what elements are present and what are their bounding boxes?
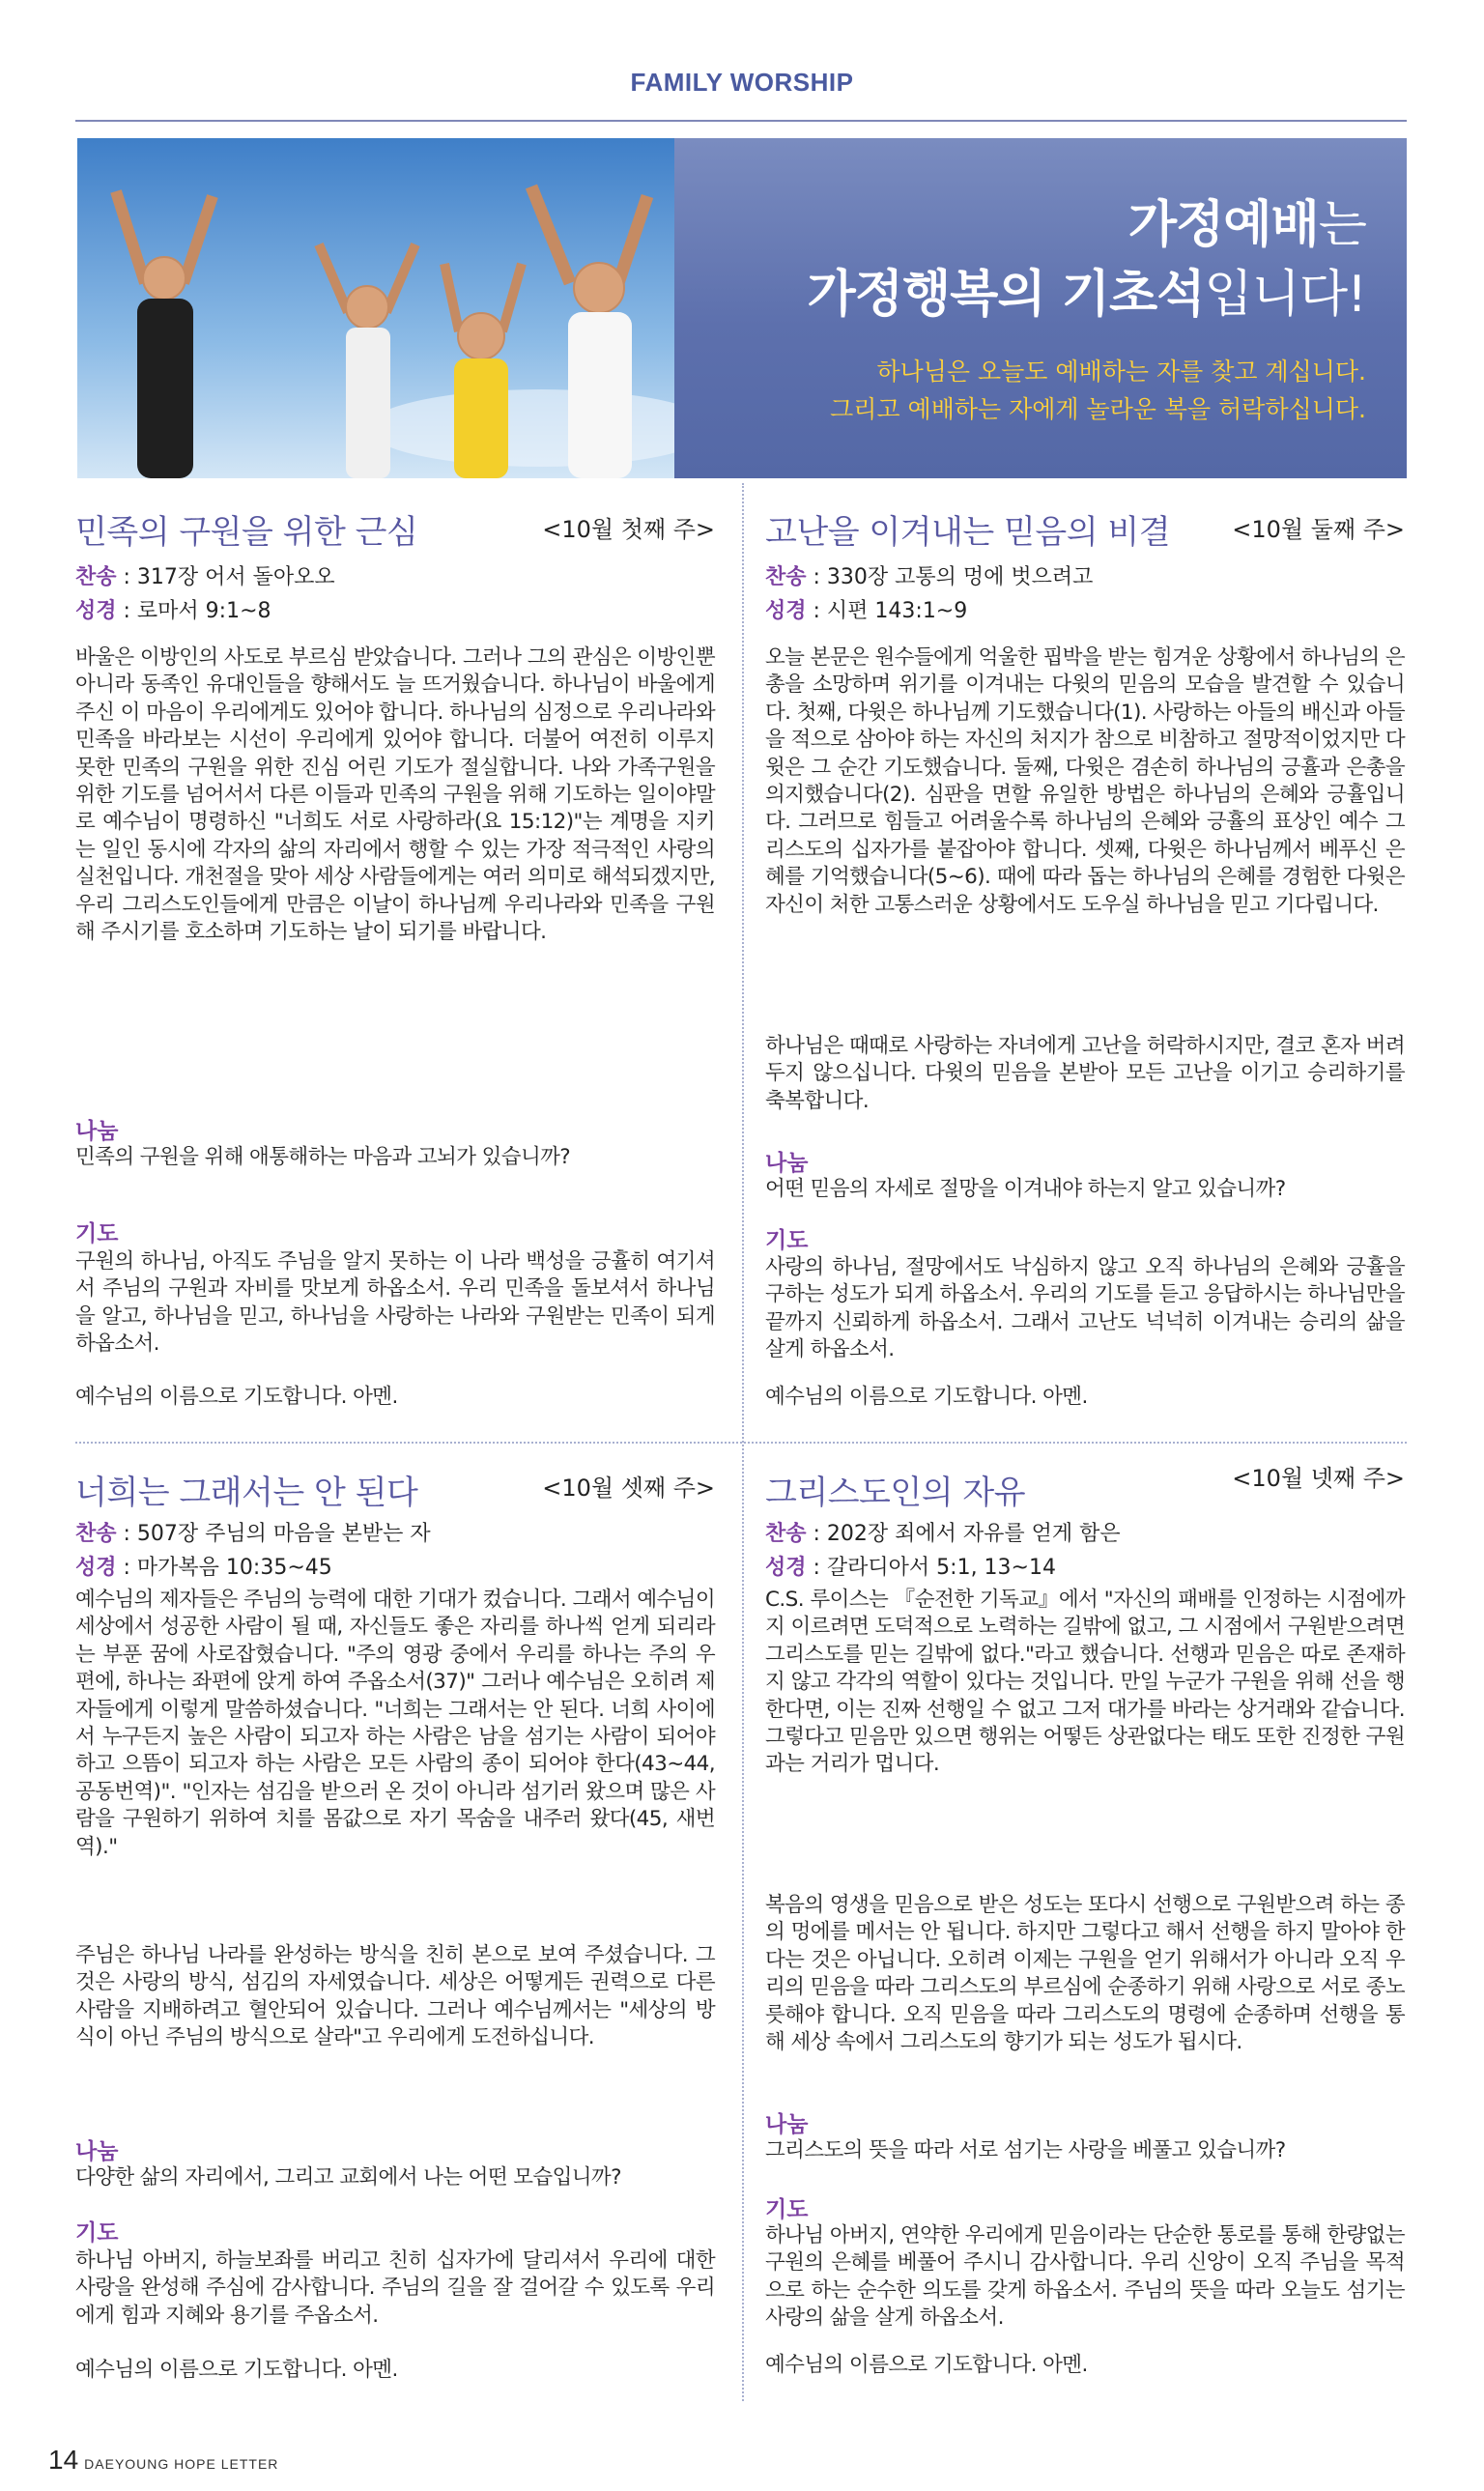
section-week-label: <10월 첫째 주> (542, 516, 715, 543)
prayer-text: 하나님 아버지, 하늘보좌를 버리고 친히 십자가에 달리셔서 우리에 대한 사랑을 완성해 주심에 감사합니다. 주님의 길을 잘 걸어갈 수 있도록 우리에게 힘과 지혜와 용기를 주옵소서. (75, 2248, 715, 2328)
banner-subtitle: 하나님은 오늘도 예배하는 자를 찾고 계십니다. 그리고 예배하는 자에게 놀라운 복을 허락하십니다. (830, 358, 1366, 423)
hymn-line: 찬송 : 202장 죄에서 자유를 얻게 함은 (765, 1522, 1121, 1546)
share-heading: 나눔 (765, 1151, 809, 1176)
section-body: C.S. 루이스는 『순전한 기독교』에서 "자신의 패배를 인정하는 시점에까지 이르려면 도덕적으로 노력하는 길밖에 없고, 그 시점에서 구원받으려면 그리스도를 믿는 길밖에 없다."라고 했습니다. 선행과 믿음은 따로 존재하지 않고 각각의 역할이 있다는 것입니다. 만일 누군가 구원을 위해 선을 행한다면, 이는 진짜 선행일 수 없고 그저 대가를 바라는 상거래와 같습니다. 그렇다고 믿음만 있으면 행위는 어떻든 상관없다는 태도 또한 진정한 구원과는 거리가 멉니다. (765, 1588, 1405, 1777)
section-body: 바울은 이방인의 사도로 부르심 받았습니다. 그러나 그의 관심은 이방인뿐 아니라 동족인 유대인들을 향해서도 늘 뜨거웠습니다. 하나님이 바울에게 주신 이 마음이 우리에게도 있어야 합니다. 하나님의 심정으로 우리나라와 민족을 바라보는 시선이 우리에게 있어야 합니다. 더불어 여전히 이루지 못한 민족의 구원을 위한 진심 어린 기도가 절실합니다. 나와 가족구원을 위한 기도를 넘어서서 다른 이들과 민족의 구원을 위해 기도하는 일이야말로 예수님이 명령하신 "너희도 서로 사랑하라(요 15:12)"는 계명을 지키는 일인 동시에 각자의 삶의 자리에서 행할 수 있는 가장 적극적인 사랑의 실천입니다. 개천절을 맞아 세상 사람들에게는 여러 의미로 해석되겠지만, 우리 그리스도인들에게 만큼은 이날이 하나님께 우리나라와 민족을 구원해 주시기를 호소하며 기도하는 날이 되기를 바랍니다. (75, 645, 715, 945)
section-week-4 (765, 1459, 1405, 2425)
section-title: 민족의 구원을 위한 근심 (75, 513, 418, 552)
section-title: 그리스도인의 자유 (765, 1474, 1026, 1512)
section-body: 예수님의 제자들은 주님의 능력에 대한 기대가 컸습니다. 그래서 예수님이 세상에서 성공한 사람이 될 때, 자신들도 좋은 자리를 하나씩 얻게 되리라는 부푼 꿈에 사로잡혔습니다. "주의 영광 중에서 우리를 하나는 주의 우편에, 하나는 좌편에 앉게 하여 주옵소서(37)" 그러나 예수님은 오히려 제자들에게 이렇게 말씀하셨습니다. "너희는 그래서는 안 된다. 너희 사이에서 누구든지 높은 사람이 되고자 하는 사람은 남을 섬기는 사람이 되어야 하고 으뜸이 되고자 하는 사람은 모든 사람의 종이 되어야 한다(43~44, 공동번역)". "인자는 섬김을 받으러 온 것이 아니라 섬기러 왔으며 많은 사람을 구원하기 위하여 치를 몸값으로 자기 목숨을 내주러 왔다(45, 새번역)." (75, 1588, 715, 1859)
prayer-heading: 기도 (75, 2220, 119, 2246)
prayer-heading: 기도 (765, 2197, 809, 2222)
share-heading: 나눔 (75, 1119, 119, 1144)
hymn-line: 찬송 : 507장 주님의 마음을 본받는 자 (75, 1522, 431, 1546)
hymn-line: 찬송 : 317장 어서 돌아오오 (75, 565, 335, 589)
share-question: 다양한 삶의 자리에서, 그리고 교회에서 나는 어떤 모습입니까? (75, 2165, 621, 2190)
prayer-text: 하나님 아버지, 연약한 우리에게 믿음이라는 단순한 통로를 통해 한량없는 구원의 은혜를 베풀어 주시니 감사합니다. 우리 신앙이 오직 주님을 목적으로 하는 순수한 의도를 갖게 하옵소서. 주님의 뜻을 따라 오늘도 섬기는 사랑의 삶을 살게 하옵소서. (765, 2223, 1405, 2331)
share-question: 그리스도의 뜻을 따라 서로 섬기는 사랑을 베풀고 있습니까? (765, 2138, 1286, 2162)
section-body-continued: 하나님은 때때로 사랑하는 자녀에게 고난을 허락하시지만, 결코 혼자 버려두지 않으십니다. 다윗의 믿음을 본받아 모든 고난을 이기고 승리하기를 축복합니다. (765, 1034, 1405, 1113)
section-week-3 (75, 1459, 715, 2425)
banner-title: 가정예배는 가정행복의 기초석입니다! (807, 196, 1366, 324)
hymn-line: 찬송 : 330장 고통의 멍에 벗으려고 (765, 565, 1094, 589)
header-divider (75, 120, 1407, 122)
section-week-2 (765, 502, 1405, 1430)
section-week-label: <10월 셋째 주> (542, 1475, 715, 1502)
prayer-closing: 예수님의 이름으로 기도합니다. 아멘. (75, 1385, 398, 1409)
section-title: 너희는 그래서는 안 된다 (75, 1474, 418, 1512)
share-heading: 나눔 (75, 2139, 119, 2164)
prayer-closing: 예수님의 이름으로 기도합니다. 아멘. (75, 2358, 398, 2382)
banner-text-panel (674, 138, 1407, 478)
prayer-text: 구원의 하나님, 아직도 주님을 알지 못하는 이 나라 백성을 긍휼히 여기셔서 주님의 구원과 자비를 맛보게 하옵소서. 우리 민족을 돌보셔서 하나님을 알고, 하나님을 믿고, 하나님을 사랑하는 나라와 구원받는 민족이 되게 하옵소서. (75, 1249, 715, 1357)
scripture-line: 성경 : 갈라디아서 5:1, 13~14 (765, 1556, 1056, 1580)
family-photo (77, 138, 674, 478)
share-question: 어떤 믿음의 자세로 절망을 이겨내야 하는지 알고 있습니까? (765, 1177, 1286, 1201)
section-body: 오늘 본문은 원수들에게 억울한 핍박을 받는 힘겨운 상황에서 하나님의 은총을 소망하며 위기를 이겨내는 다윗의 믿음의 모습을 발견할 수 있습니다. 첫째, 다윗은 하나님께 기도했습니다(1). 사랑하는 아들의 배신과 아들을 적으로 삼아야 하는 자신의 처지가 참으로 비참하고 절망적이었지만 다윗은 그 순간 기도했습니다. 둘째, 다윗은 겸손히 하나님의 긍휼과 은총을 의지했습니다(2). 심판을 면할 유일한 방법은 하나님의 은혜와 긍휼입니다. 그러므로 힘들고 어려울수록 하나님의 은혜와 긍휼의 표상인 예수 그리스도의 십자가를 붙잡아야 합니다. 셋째, 다윗은 하나님께서 베푸신 은혜를 기억했습니다(5~6). 때에 따라 돕는 하나님의 은혜를 경험한 다윗은 자신이 처한 고통스러운 상황에서도 도우실 하나님을 믿고 기다립니다. (765, 645, 1405, 917)
prayer-heading: 기도 (765, 1228, 809, 1253)
section-body-continued: 주님은 하나님 나라를 완성하는 방식을 친히 본으로 보여 주셨습니다. 그것은 사랑의 방식, 섬김의 자세였습니다. 세상은 어떻게든 권력으로 다른 사람을 지배하려고 혈안되어 있습니다. 그러나 예수님께서는 "세상의 방식이 아닌 주님의 방식으로 살라"고 우리에게 도전하십니다. (75, 1943, 715, 2050)
share-heading: 나눔 (765, 2112, 809, 2137)
page-number: 14 (48, 2445, 79, 2475)
section-week-label: <10월 둘째 주> (1232, 516, 1405, 543)
section-week-1 (75, 502, 715, 1430)
row-divider (75, 1442, 1407, 1444)
page-footer (48, 2445, 278, 2476)
share-question: 민족의 구원을 위해 애통해하는 마음과 고뇌가 있습니까? (75, 1145, 571, 1169)
scripture-line: 성경 : 마가복음 10:35~45 (75, 1556, 332, 1580)
scripture-line: 성경 : 로마서 9:1~8 (75, 599, 271, 623)
prayer-text: 사랑의 하나님, 절망에서도 낙심하지 않고 오직 하나님의 은혜와 긍휼을 구하는 성도가 되게 하옵소서. 우리의 기도를 듣고 응답하시는 하나님만을 끝까지 신뢰하게 하옵소서. 그래서 고난도 넉넉히 이겨내는 승리의 삶을 살게 하옵소서. (765, 1255, 1405, 1362)
section-title: 고난을 이겨내는 믿음의 비결 (765, 513, 1171, 552)
prayer-heading: 기도 (75, 1221, 119, 1246)
prayer-closing: 예수님의 이름으로 기도합니다. 아멘. (765, 1385, 1088, 1409)
hero-banner (77, 138, 1407, 478)
scripture-line: 성경 : 시편 143:1~9 (765, 599, 968, 623)
section-header: FAMILY WORSHIP (630, 68, 854, 97)
prayer-closing: 예수님의 이름으로 기도합니다. 아멘. (765, 2353, 1088, 2377)
section-week-label: <10월 넷째 주> (1232, 1465, 1405, 1492)
section-body-continued: 복음의 영생을 믿음으로 받은 성도는 또다시 선행으로 구원받으려 하는 종의 멍에를 메서는 안 됩니다. 하지만 그렇다고 해서 선행을 하지 말아야 한다는 것은 아닙니다. 오히려 이제는 구원을 얻기 위해서가 아니라 오직 우리의 믿음을 따라 그리스도의 부르심에 순종하기 위해 사랑으로 서로 종노릇해야 합니다. 오직 믿음을 따라 그리스도의 명령에 순종하며 선행을 통해 세상 속에서 그리스도의 향기가 되는 성도가 됩시다. (765, 1893, 1405, 2055)
publication-name: DAEYOUNG HOPE LETTER (84, 2456, 279, 2472)
